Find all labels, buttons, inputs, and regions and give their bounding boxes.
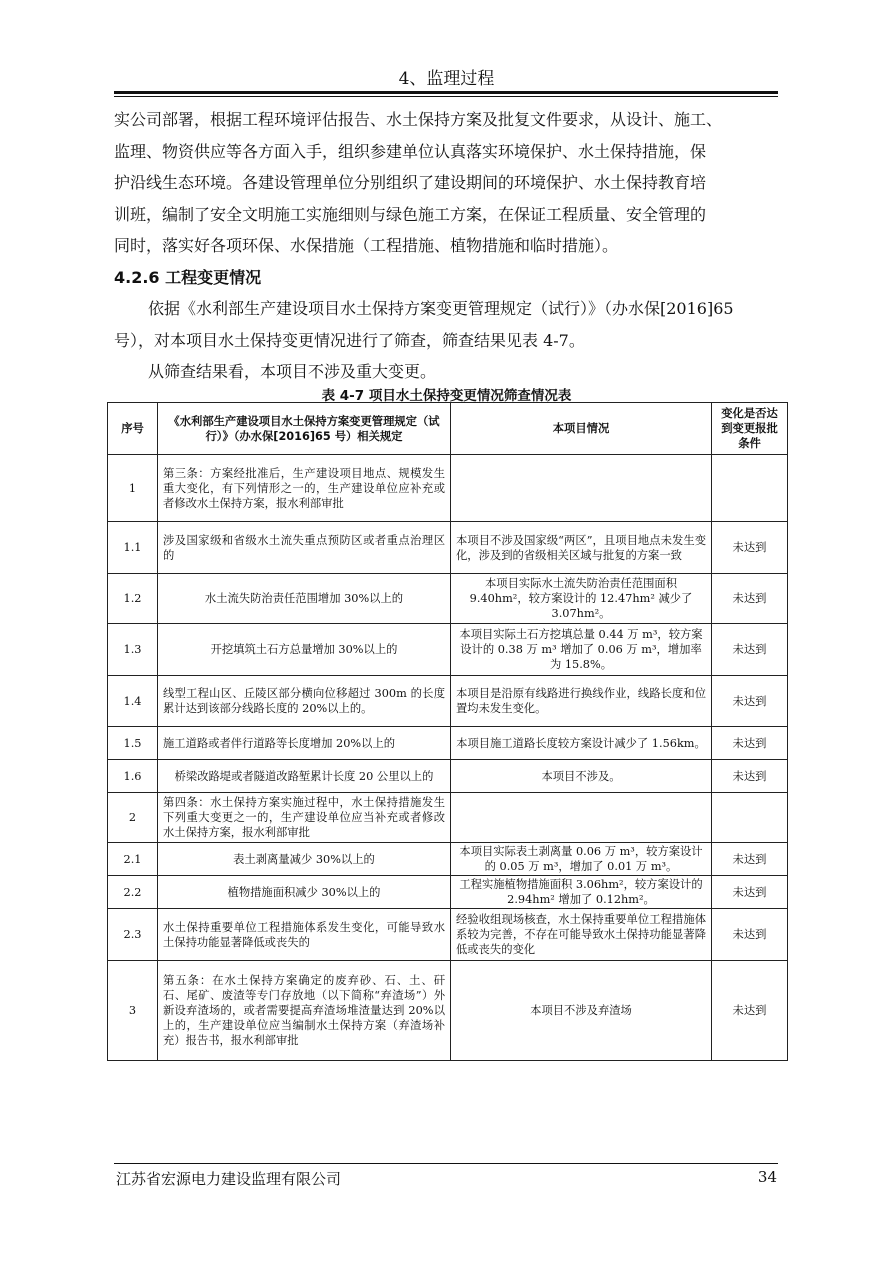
cell-no: 1.4	[108, 676, 158, 727]
cell-status: 本项目不涉及国家级“两区”，且项目地点未发生变化，涉及到的省级相关区域与批复的方案一致	[451, 522, 712, 574]
cell-status: 本项目不涉及弃渣场	[451, 961, 712, 1061]
running-header: 4、监理过程	[398, 69, 495, 89]
table-row	[108, 876, 788, 909]
cell-no: 2.1	[108, 843, 158, 876]
cell-result: 未达到	[712, 909, 788, 961]
cell-no: 1.5	[108, 727, 158, 760]
table-row	[108, 843, 788, 876]
cell-rule: 植物措施面积减少 30%以上的	[158, 876, 451, 909]
cell-result	[712, 455, 788, 522]
cell-result: 未达到	[712, 727, 788, 760]
table-row	[108, 522, 788, 574]
cell-result: 未达到	[712, 843, 788, 876]
footer-company: 江苏省宏源电力建设监理有限公司	[116, 1170, 342, 1188]
column-header-rule: 《水利部生产建设项目水土保持方案变更管理规定（试行）》（办水保[2016]65 号）相关规定	[158, 403, 451, 455]
cell-status: 本项目实际表土剥离量 0.06 万 m³，较方案设计的 0.05 万 m³，增加了 0.01 万 m³。	[451, 843, 712, 876]
column-header-status: 本项目情况	[451, 403, 712, 455]
page-number: 34	[757, 1168, 777, 1186]
table-caption: 表 4-7 项目水土保持变更情况筛查情况表	[321, 388, 572, 404]
header-rule-thick	[114, 91, 778, 94]
body-text	[114, 104, 780, 388]
section-heading: 4.2.6 工程变更情况	[114, 267, 262, 287]
cell-rule: 施工道路或者伴行道路等长度增加 20%以上的	[158, 727, 451, 760]
table-row	[108, 624, 788, 676]
paragraph-line: 依据《水利部生产建设项目水土保持方案变更管理规定（试行）》（办水保[2016]65	[148, 299, 734, 318]
cell-rule: 开挖填筑土石方总量增加 30%以上的	[158, 624, 451, 676]
cell-rule: 表土剥离量减少 30%以上的	[158, 843, 451, 876]
column-header-no: 序号	[108, 403, 158, 455]
cell-no: 1.6	[108, 760, 158, 793]
cell-rule: 第四条：水土保持方案实施过程中，水土保持措施发生下列重大变更之一的，生产建设单位应当补充或者修改水土保持方案，报水利部审批	[158, 793, 451, 843]
cell-result: 未达到	[712, 574, 788, 624]
cell-status	[451, 793, 712, 843]
cell-status	[451, 455, 712, 522]
cell-rule: 涉及国家级和省级水土流失重点预防区或者重点治理区的	[158, 522, 451, 574]
cell-rule: 线型工程山区、丘陵区部分横向位移超过 300m 的长度累计达到该部分线路长度的 20%以上的。	[158, 676, 451, 727]
table-row	[108, 455, 788, 522]
cell-result	[712, 793, 788, 843]
table-row	[108, 909, 788, 961]
cell-result: 未达到	[712, 522, 788, 574]
cell-no: 2	[108, 793, 158, 843]
body-line: 同时，落实好各项环保、水保措施（工程措施、植物措施和临时措施）。	[114, 236, 619, 255]
cell-rule: 水土保持重要单位工程措施体系发生变化，可能导致水土保持功能显著降低或丧失的	[158, 909, 451, 961]
cell-rule: 第五条：在水土保持方案确定的废弃砂、石、土、矸石、尾矿、废渣等专门存放地（以下简称“弃渣场”）外新设弃渣场的，或者需要提高弃渣场堆渣量达到 20%以上的，生产建设单位应当编制水土保持方案（弃渣场补充）报告书，报水利部审批	[158, 961, 451, 1061]
body-line: 训班，编制了安全文明施工实施细则与绿色施工方案，在保证工程质量、安全管理的	[114, 204, 707, 224]
table-row	[108, 574, 788, 624]
cell-result: 未达到	[712, 760, 788, 793]
cell-result: 未达到	[712, 961, 788, 1061]
cell-no: 2.3	[108, 909, 158, 961]
body-line: 监理、物资供应等各方面入手，组织参建单位认真落实环境保护、水土保持措施，保	[114, 141, 707, 161]
cell-rule: 桥梁改路堤或者隧道改路堑累计长度 20 公里以上的	[158, 760, 451, 793]
column-header-result: 变化是否达到变更报批条件	[712, 403, 788, 455]
footer-rule	[114, 1163, 778, 1164]
cell-result: 未达到	[712, 624, 788, 676]
cell-status: 本项目实际水土流失防治责任范围面积 9.40hm²，较方案设计的 12.47hm² 减少了 3.07hm²。	[451, 574, 712, 624]
cell-no: 1.1	[108, 522, 158, 574]
body-line: 实公司部署，根据工程环境评估报告、水土保持方案及批复文件要求，从设计、施工、	[114, 110, 723, 129]
cell-status: 本项目施工道路长度较方案设计减少了 1.56km。	[451, 727, 712, 760]
screening-table	[107, 402, 788, 1061]
paragraph-conclusion: 从筛查结果看，本项目不涉及重大变更。	[148, 362, 437, 381]
cell-status: 本项目实际土石方挖填总量 0.44 万 m³，较方案设计的 0.38 万 m³ 增加了 0.06 万 m³，增加率为 15.8%。	[451, 624, 712, 676]
cell-status: 本项目是沿原有线路进行换线作业，线路长度和位置均未发生变化。	[451, 676, 712, 727]
table-row	[108, 727, 788, 760]
table-row	[108, 676, 788, 727]
cell-result: 未达到	[712, 876, 788, 909]
cell-result: 未达到	[712, 676, 788, 727]
table-row	[108, 961, 788, 1061]
cell-rule: 第三条：方案经批准后，生产建设项目地点、规模发生重大变化，有下列情形之一的，生产建设单位应补充或者修改水土保持方案，报水利部审批	[158, 455, 451, 522]
cell-no: 1.3	[108, 624, 158, 676]
paragraph-line: 号），对本项目水土保持变更情况进行了筛查，筛查结果见表 4-7。	[114, 330, 585, 350]
header-rule-thin	[114, 96, 778, 97]
cell-status: 本项目不涉及。	[451, 760, 712, 793]
table-row	[108, 793, 788, 843]
cell-no: 2.2	[108, 876, 158, 909]
cell-no: 3	[108, 961, 158, 1061]
table-row	[108, 760, 788, 793]
cell-rule: 水土流失防治责任范围增加 30%以上的	[158, 574, 451, 624]
body-line: 护沿线生态环境。各建设管理单位分别组织了建设期间的环境保护、水土保持教育培	[114, 173, 707, 192]
cell-status: 经验收组现场核查，水土保持重要单位工程措施体系较为完善，不存在可能导致水土保持功能显著降低或丧失的变化	[451, 909, 712, 961]
cell-no: 1.2	[108, 574, 158, 624]
cell-no: 1	[108, 455, 158, 522]
cell-status: 工程实施植物措施面积 3.06hm²，较方案设计的 2.94hm² 增加了 0.12hm²。	[451, 876, 712, 909]
